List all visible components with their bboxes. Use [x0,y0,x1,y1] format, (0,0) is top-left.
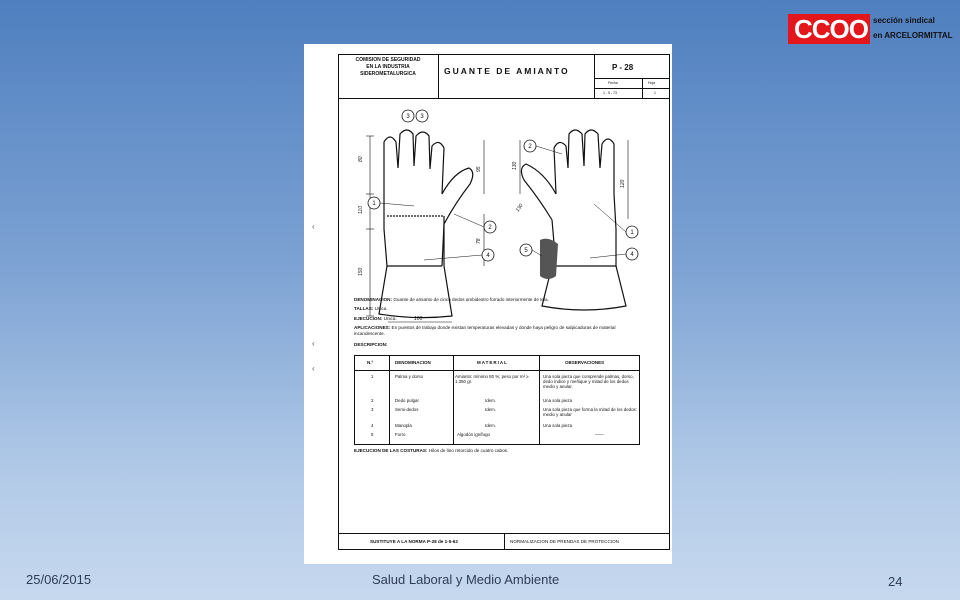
slide-footer-title: Salud Laboral y Medio Ambiente [372,572,560,587]
callout-label: 3 [420,114,424,120]
slide-date: 25/06/2015 [26,572,92,587]
fecha-value: 1 - 5 - 73 [603,91,618,95]
table-cell-observaciones: Una sola pieza que forma la mitad de los dedos: medio y anular [543,407,637,418]
table-cell-observaciones: Una sola pieza [543,398,573,403]
table-cell-denominacion: Forro [395,432,406,437]
table-cell-n: 4 [371,423,374,428]
ccoo-logo [788,14,953,44]
logo-text: CCOO [794,14,868,44]
callout-leaders [380,146,626,260]
table-cell-denominacion: Manopla [395,423,412,428]
table-cell-denominacion: Dedo pulgar [395,398,419,403]
slide-number: 24 [888,574,903,589]
dimension-label: 80 [358,156,364,162]
hoja-value: 1 [654,91,656,95]
fecha-label: Fecha [608,81,618,85]
spec-label: TALLAS: [354,306,374,311]
callout-label: 2 [528,144,532,150]
document-footer-right: NORMALIZACION DE PRENDAS DE PROTECCION [510,539,619,544]
spec-denominacion [354,297,664,303]
costuras-value: Hilos de lino retorcido de cuatro cabos. [428,448,509,453]
table-cell-n: 1 [371,374,374,379]
callout-label: 1 [372,201,376,207]
scanned-document [304,44,672,564]
spec-ejecucion [354,316,664,322]
dimension-label: 110 [358,206,364,214]
table-col-divider [389,356,390,444]
table-header: MATERIAL [477,360,508,365]
spec-tallas [354,306,664,312]
spec-aplicaciones [354,325,636,337]
document-title: GUANTE DE AMIANTO [444,66,570,76]
spec-label: APLICACIONES: [354,325,391,330]
dimension-label: 130 [512,161,518,170]
org-line: COMISION DE SEGURIDAD [355,57,421,63]
spec-value: Unica. [374,306,388,311]
logo-red-box [788,14,870,44]
table-cell-denominacion: Semi-dedos [395,407,419,412]
dimension-label: 150 [358,267,364,276]
glove-drawing [304,44,672,564]
footer-divider [504,533,505,550]
spec-label: DENOMINACION: [354,297,393,302]
org-line: SIDEROMETALURGICA [360,71,416,77]
table-header-rule [355,370,639,371]
table-cell-material: Amianto: mínimo 80 %; peso por m² ≥ 1.350 gr. [455,374,529,385]
spec-value: Guante de amianto de cinco dedos ambidextro forrado interiormente de tela. [393,297,549,302]
lining-patch [540,239,558,279]
callout-label: 2 [488,225,492,231]
callout-label: 5 [524,248,528,254]
table-header: OBSERVACIONES [565,360,605,365]
table-cell-n: 3 [371,407,374,412]
org-line: EN LA INDUSTRIA [366,64,410,70]
table-header: DENOMINACION [395,360,431,365]
table-col-divider [453,356,454,444]
logo-subtitle-line1: sección sindical [873,16,935,25]
table-cell-observaciones: —— [595,432,604,437]
table-cell-denominacion: Palma y dorso [395,374,424,379]
table-cell-n: 5 [371,432,374,437]
spec-label: DESCRIPCION: [354,342,388,347]
callout-label: 1 [630,230,634,236]
margin-mark: ‹ [312,222,315,231]
spec-value: Unica. [383,316,397,321]
spec-label: EJECUCION: [354,316,383,321]
table-cell-material: Idem. [485,398,496,403]
hoja-label: Hoja [648,81,656,85]
table-header: N.º [367,360,374,365]
materials-table [354,355,640,445]
table-cell-material: Idem. [485,407,496,412]
left-glove [379,130,473,318]
dimension-label: 78 [476,238,482,244]
callout-label: 3 [406,114,410,120]
dimension-lines [366,136,628,322]
table-col-divider [539,356,540,444]
dimension-label: 100 [414,316,423,322]
table-cell-material: Idem. [485,423,496,428]
dimension-label: 95 [476,166,482,172]
right-glove [521,130,626,310]
table-cell-observaciones: Una sola pieza [543,423,573,428]
table-cell-observaciones: Una sola pieza que comprende palmas, dorso, dedo índice y meñique y mitad de los dedos medio y anular. [543,374,634,390]
margin-mark: ‹ [312,364,315,373]
document-code: P - 28 [612,63,634,72]
table-cell-n: 2 [371,398,374,403]
dimension-label: 130 [514,202,525,214]
costuras-label: EJECUCION DE LAS COSTURAS: [354,448,428,453]
spec-value: En puestos de trabajo donde existan temperaturas elevadas y donde haya peligro de salpicaduras de material incandescente. [354,325,616,336]
table-cell-material: Algodón ignífugo [457,432,490,437]
spec-descripcion [354,342,664,348]
logo-subtitle-line2: en ARCELORMITTAL [873,31,953,40]
callout-label: 4 [486,253,490,259]
document-footer-left: SUSTITUYE A LA NORMA P-28 de 1-5-62 [370,539,458,544]
callout-label: 4 [630,252,634,258]
dimension-label: 120 [620,179,626,188]
costuras-line [354,448,508,453]
margin-mark: ‹ [312,339,315,348]
